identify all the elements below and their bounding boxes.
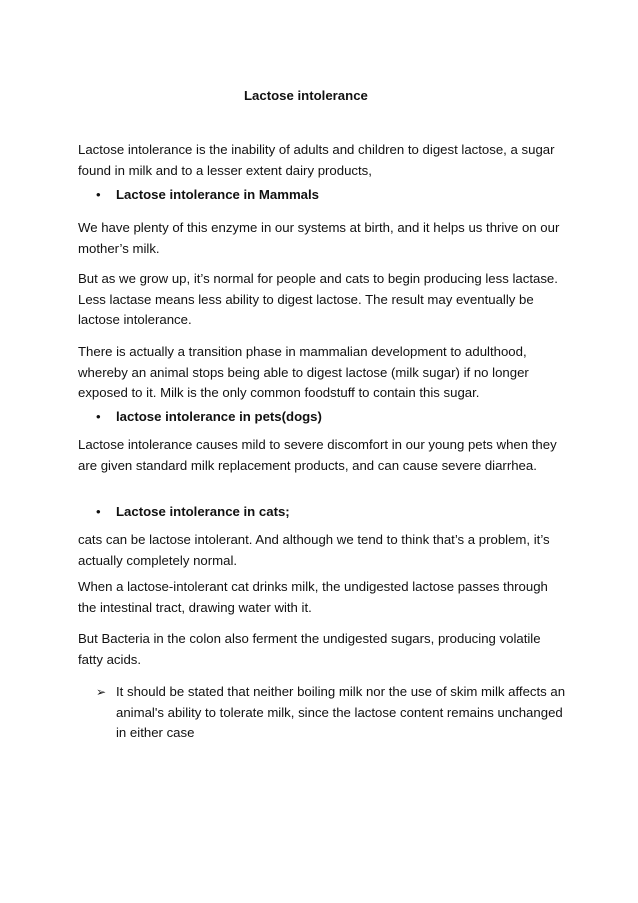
paragraph-undigested: When a lactose-intolerant cat drinks milk, the undigested lactose passes through the intestinal tract, drawing water with it. — [78, 579, 548, 615]
paragraph-bacteria: But Bacteria in the colon also ferment the undigested sugars, producing volatile fatty acids. — [78, 631, 541, 667]
bullet-icon: • — [96, 409, 101, 424]
bullet-icon: • — [96, 187, 101, 202]
bullet-label: lactose intolerance in pets(dogs) — [116, 409, 322, 424]
paragraph-enzyme: We have plenty of this enzyme in our systems at birth, and it helps us thrive on our mother’s milk. — [78, 220, 560, 256]
bullet-icon: • — [96, 504, 101, 519]
bullet-label: Lactose intolerance in cats; — [116, 504, 290, 519]
arrow-item-text: It should be stated that neither boiling milk nor the use of skim milk affects an animal's ability to tolerate milk, since the lactose content remains unchanged in either case — [116, 684, 566, 740]
bullet-item-cats — [96, 504, 290, 519]
bullet-label: Lactose intolerance in Mammals — [116, 187, 320, 202]
intro-paragraph: Lactose intolerance is the inability of adults and children to digest lactose, a sugar found in milk and to a lesser extent dairy products, — [78, 142, 555, 178]
arrow-list-item — [96, 682, 568, 744]
paragraph-grow-up: But as we grow up, it’s normal for people and cats to begin producing less lactase. Less lactase means less ability to digest lactose. The result may eventually be lactose intolerance. — [78, 271, 558, 327]
bullet-item-mammals — [96, 187, 319, 202]
document-title: Lactose intolerance — [244, 88, 368, 103]
paragraph-cats: cats can be lactose intolerant. And although we tend to think that’s a problem, it’s actually completely normal. — [78, 532, 550, 568]
paragraph-transition: There is actually a transition phase in mammalian development to adulthood, whereby an animal stops being able to digest lactose (milk sugar) if no longer exposed to it. Milk is the only common foodstuff to contain this sugar. — [78, 344, 529, 400]
bullet-item-dogs — [96, 409, 322, 424]
arrow-bullet-icon: ➢ — [96, 685, 107, 699]
paragraph-pets: Lactose intolerance causes mild to severe discomfort in our young pets when they are given standard milk replacement products, and can cause severe diarrhea. — [78, 437, 557, 473]
